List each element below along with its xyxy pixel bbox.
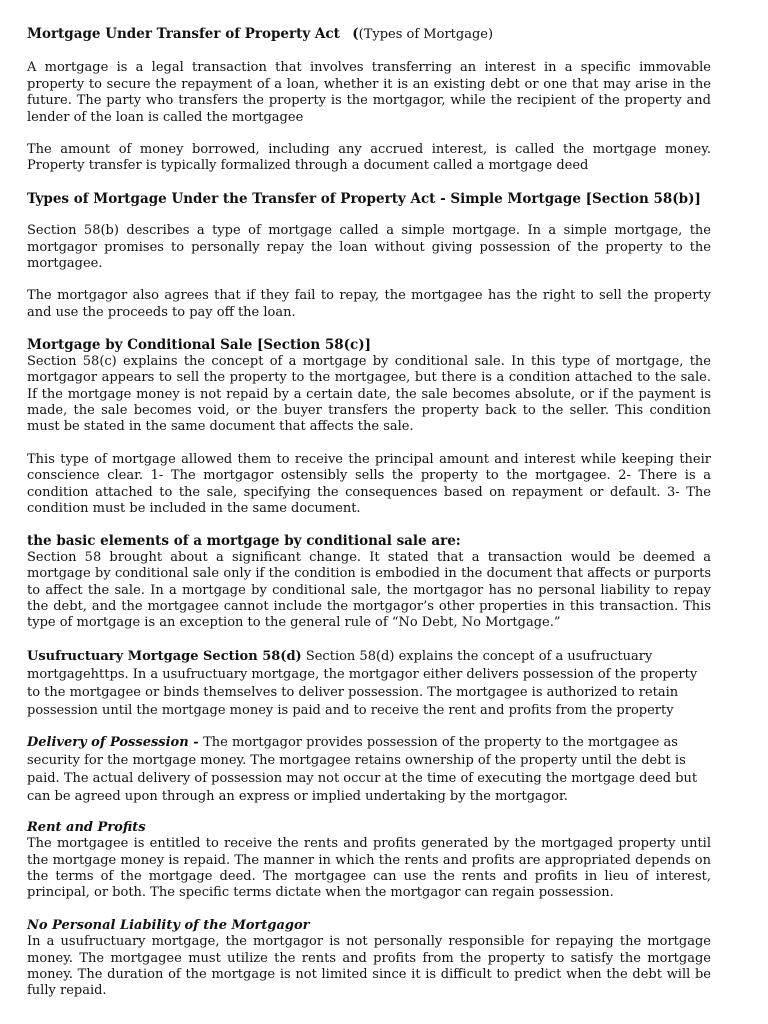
basic-elements-heading: the basic elements of a mortgage by conditional sale are:: [27, 533, 461, 550]
document-page: [27, 26, 711, 1000]
document-title: Mortgage Under Transfer of Property Act ((Types of Mortgage): [27, 26, 494, 42]
delivery-text: The mortgagor provides possession of the property to the mortgagee as security for the mortgage money. The mortgagee retains ownership of the property until the debt is paid. The actual delivery of possession may not occur at the time of executing the mortgage deed but can be agreed upon through an express or implied undertaking by the mortgagor.: [27, 734, 698, 804]
usufructuary-paragraph: [27, 648, 711, 720]
simple-mortgage-paragraph-1: Section 58(b) describes a type of mortgage called a simple mortgage. In a simple mortgage, the mortgagor promises to personally repay the loan without giving possession of the property to the mortgagee.: [27, 223, 711, 272]
conditional-sale-paragraph-1: Section 58(c) explains the concept of a mortgage by conditional sale. In this type of mortgage, the mortgagor appears to sell the property to the mortgagee, but there is a condition attached to the sale. If the mortgage money is not repaid by a certain date, the sale becomes absolute, or if the payment is made, the sale becomes void, or the buyer transfers the property back to the seller. This condition must be stated in the same document that affects the sale.: [27, 353, 711, 435]
conditional-sale-paragraph-2: This type of mortgage allowed them to receive the principal amount and interest while keeping their conscience clear. 1- The mortgagor ostensibly sells the property to the mortgagee. 2- There is a condition attached to the sale, specifying the consequences based on repayment or default. 3- The condition must be included in the same document.: [27, 451, 711, 516]
no-liability-paragraph: In a usufructuary mortgage, the mortgagor is not personally responsible for repaying the mortgage money. The mortgagee must utilize the rents and profits from the property to satisfy the mortgage money. The duration of the mortgage is not limited since it is difficult to predict when the debt will be fully repaid.: [27, 934, 711, 999]
no-liability-heading: No Personal Liability of the Mortgagor: [27, 917, 310, 933]
delivery-paragraph: [27, 734, 711, 806]
basic-elements-paragraph: Section 58 brought about a significant change. It stated that a transaction would be deemed a mortgage by conditional sale only if the condition is embodied in the document that affects or purports to affect the sale. In a mortgage by conditional sale, the mortgagor has no personal liability to repay the debt, and the mortgagee cannot include the mortgagor’s other properties in this transaction. This type of mortgage is an exception to the general rule of “No Debt, No Mortgage.”: [27, 549, 711, 631]
delivery-heading: Delivery of Possession -: [27, 734, 204, 750]
rent-profits-paragraph: The mortgagee is entitled to receive the rents and profits generated by the mortgaged property until the mortgage money is repaid. The manner in which the rents and profits are appropriated depends on the terms of the mortgage deed. The mortgagee can use the rents and profits in lieu of interest, principal, or both. The specific terms dictate when the mortgagor can regain possession.: [27, 836, 711, 901]
intro-paragraph-1: A mortgage is a legal transaction that involves transferring an interest in a specific immovable property to secure the repayment of a loan, whether it is an existing debt or one that may arise in the future. The party who transfers the property is the mortgagor, while the recipient of the property and lender of the loan is called the mortgagee: [27, 60, 711, 125]
usufructuary-text: Section 58(d) explains the concept of a usufructuary mortgagehttps. In a usufructuary mortgage, the mortgagor either delivers possession of the property to the mortgagee or binds themselves to deliver possession. The mortgagee is authorized to retain possession until the mortgage money is paid and to receive the rent and profits from the property: [27, 648, 698, 718]
rent-profits-heading: Rent and Profits: [27, 819, 146, 835]
title-main: Mortgage Under Transfer of Property Act: [27, 26, 340, 42]
title-subtitle: (Types of Mortgage): [358, 27, 494, 42]
simple-mortgage-paragraph-2: The mortgagor also agrees that if they fail to repay, the mortgagee has the right to sell the property and use the proceeds to pay off the loan.: [27, 288, 711, 320]
conditional-sale-heading: Mortgage by Conditional Sale [Section 58(c)]: [27, 337, 371, 354]
types-heading: Types of Mortgage Under the Transfer of Property Act - Simple Mortgage [Section 58(b)]: [27, 190, 701, 207]
usufructuary-heading: Usufructuary Mortgage Section 58(d): [27, 648, 302, 664]
intro-paragraph-2: The amount of money borrowed, including any accrued interest, is called the mortgage money. Property transfer is typically formalized through a document called a mortgage deed: [27, 142, 711, 174]
